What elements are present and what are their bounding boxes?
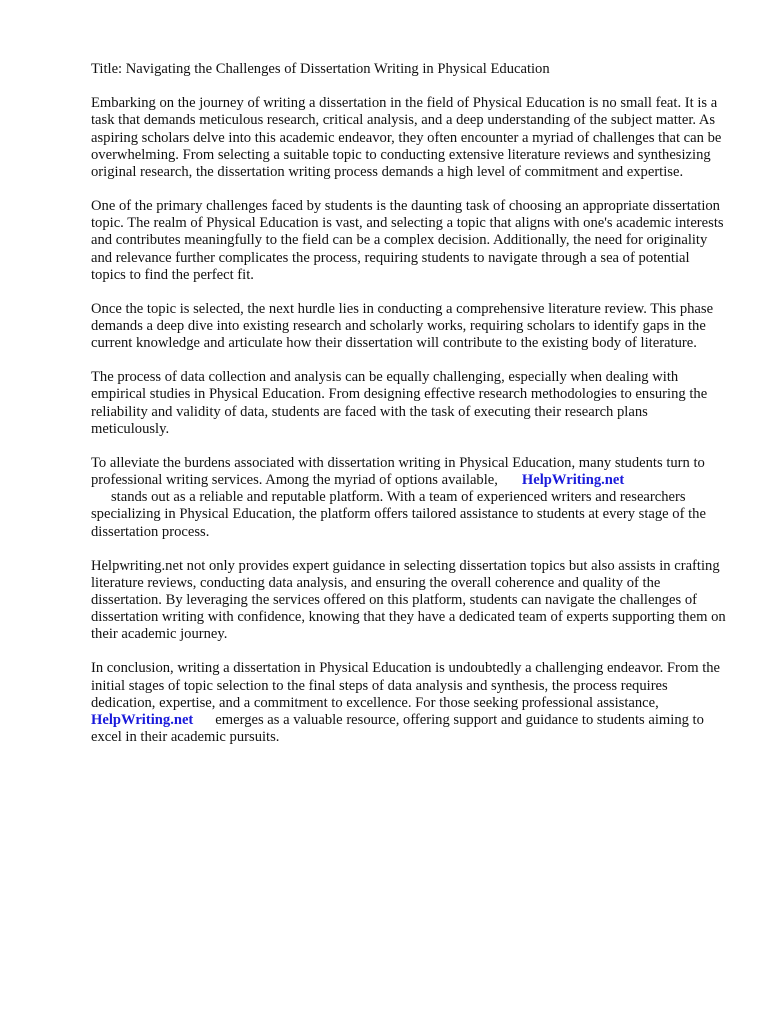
paragraph-helpwriting-details: Helpwriting.net not only provides expert guidance in selecting dissertation topics but also assists in crafting literature reviews, conducting data analysis, and ensuring the overall coherence and quality of the dissertation. By leveraging the services offered on this platform, students can navigate the challenges of dissertation writing with confidence, knowing that they have a dedicated team of experts supporting them on their academic journey. [91,557,726,643]
paragraph-literature-review: Once the topic is selected, the next hurdle lies in conducting a comprehensive literature review. This phase demands a deep dive into existing research and scholarly works, requiring scholars to identify gaps in the current knowledge and articulate how their dissertation will contribute to the existing body of literature. [91,300,714,352]
paragraph-writing-services [91,455,727,541]
paragraph-topic-selection: One of the primary challenges faced by students is the daunting task of choosing an appropriate dissertation topic. The realm of Physical Education is vast, and selecting a topic that aligns with one's academic interests and contributes meaningfully to the field can be a complex decision. Additionally, the need for originality and relevance further complicates the process, requiring students to navigate through a sea of potential topics to find the perfect fit. [91,198,724,283]
paragraph-writing-services-text-after: stands out as a reliable and reputable platform. With a team of experienced writers and researchers specializing in Physical Education, the platform offers tailored assistance to students at every stage of the dissertation process. [91,489,706,540]
paragraph-conclusion [91,660,727,746]
helpwriting-link-2[interactable]: HelpWriting.net [91,712,194,729]
paragraph-data-collection: The process of data collection and analysis can be equally challenging, especially when dealing with empirical studies in Physical Education. From designing effective research methodologies to ensuring the reliability and validity of data, students are faced with the task of executing their research plans meticulously. [91,369,708,437]
paragraph-intro: Embarking on the journey of writing a dissertation in the field of Physical Education is no small feat. It is a task that demands meticulous research, critical analysis, and a deep understanding of the subject matter. As aspiring scholars delve into this academic endeavor, they often encounter a myriad of challenges that can be overwhelming. From selecting a suitable topic to conducting extensive literature reviews and synthesizing original research, the dissertation writing process demands a high level of commitment and expertise. [91,95,722,181]
document-title: Title: Navigating the Challenges of Dissertation Writing in Physical Education [91,61,550,77]
paragraph-conclusion-text-before: In conclusion, writing a dissertation in Physical Education is undoubtedly a challenging endeavor. From the initial stages of topic selection to the final steps of data analysis and synthesis, the process requires dedication, expertise, and a commitment to excellence. For those seeking professional assistance, [91,660,721,711]
paragraph-writing-services-text-before: To alleviate the burdens associated with dissertation writing in Physical Education, many students turn to professional writing services. Among the myriad of options available, [91,454,705,489]
paragraph-conclusion-text-after: emerges as a valuable resource, offering support and guidance to students aiming to excel in their academic pursuits. [91,712,704,746]
document-page [91,61,727,763]
helpwriting-link-1[interactable]: HelpWriting.net [521,472,625,489]
